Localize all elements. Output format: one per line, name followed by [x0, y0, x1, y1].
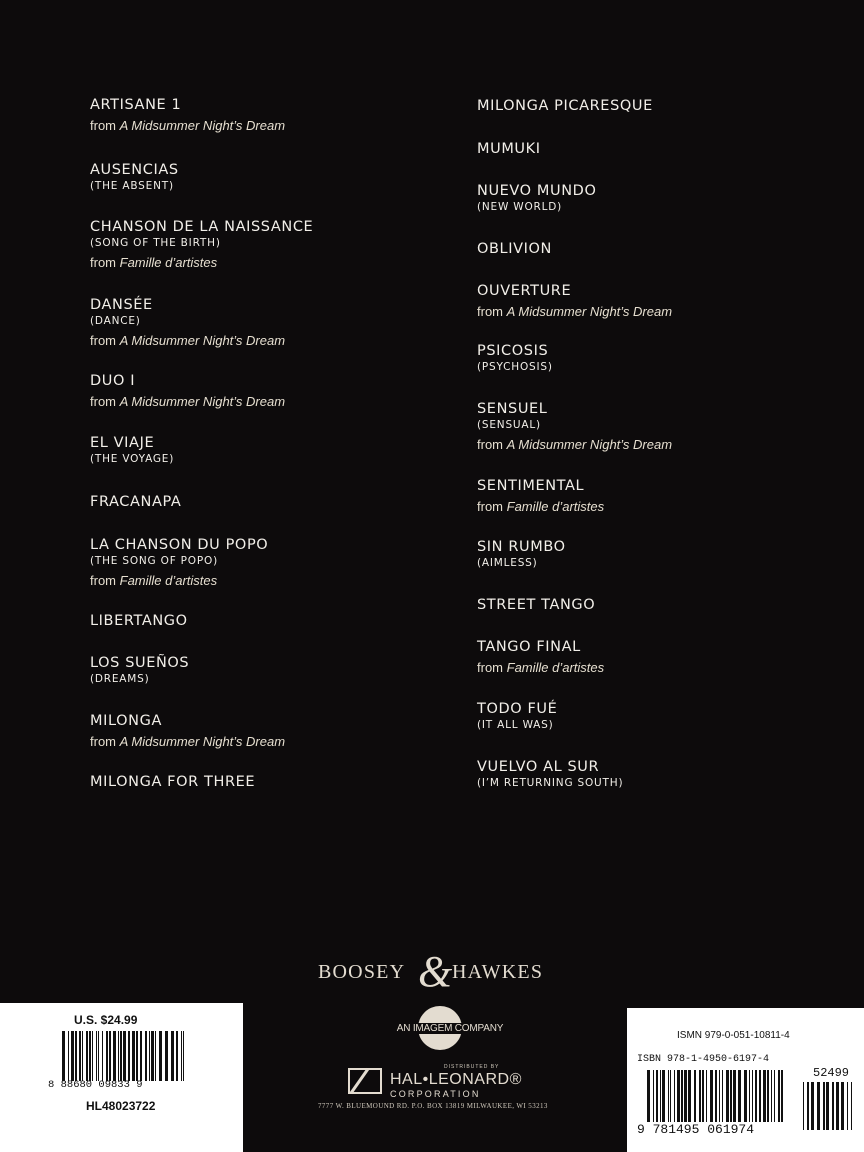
source-work: Famille d’artistes: [506, 660, 605, 675]
source-work: Famille d’artistes: [506, 499, 605, 514]
song-title: DANSÉE: [90, 297, 153, 313]
source-work: A Midsummer Night’s Dream: [119, 394, 286, 409]
hal-leonard-mark-icon: [348, 1068, 382, 1094]
isbn-barcode: [647, 1070, 785, 1122]
barcode-bar: [826, 1082, 829, 1130]
barcode-bar: [817, 1082, 820, 1130]
barcode-bar: [744, 1070, 747, 1122]
source-prefix: from: [477, 499, 503, 514]
song-title: LOS SUEÑOS: [90, 655, 190, 671]
song-translation: (IT ALL WAS): [477, 719, 554, 731]
barcode-bar: [847, 1082, 848, 1130]
song-translation: (SONG OF THE BIRTH): [90, 237, 221, 249]
song-title: MILONGA PICARESQUE: [477, 98, 653, 114]
barcode-bar: [668, 1070, 669, 1122]
song-title: AUSENCIAS: [90, 162, 179, 178]
song-source: [477, 436, 672, 453]
song-source: [477, 303, 672, 320]
source-work: A Midsummer Night’s Dream: [119, 333, 286, 348]
song-title: ARTISANE 1: [90, 97, 182, 113]
toc-entry: [477, 701, 557, 732]
barcode-bar: [159, 1031, 162, 1081]
barcode-bar: [688, 1070, 691, 1122]
barcode-bar: [684, 1070, 687, 1122]
song-translation: (NEW WORLD): [477, 201, 563, 213]
barcode-bar: [128, 1031, 130, 1081]
barcode-bar: [677, 1070, 680, 1122]
barcode-bar: [832, 1082, 834, 1130]
toc-entry: [477, 141, 541, 158]
toc-entry: [90, 97, 285, 134]
barcode-bar: [102, 1031, 103, 1081]
barcode-bar: [674, 1070, 675, 1122]
toc-entry: [477, 478, 604, 515]
barcode-bar: [82, 1031, 83, 1081]
toc-entry: [90, 774, 255, 791]
barcode-bar: [109, 1031, 111, 1081]
addon-digits: 52499: [813, 1066, 850, 1080]
barcode-bar: [774, 1070, 775, 1122]
song-title: PSICOSIS: [477, 343, 549, 359]
barcode-bar: [113, 1031, 116, 1081]
source-work: A Midsummer Night’s Dream: [119, 734, 286, 749]
source-work: Famille d’artistes: [119, 255, 218, 270]
barcode-bar: [749, 1070, 750, 1122]
toc-entry: [477, 183, 596, 214]
toc-entry: [90, 162, 179, 193]
song-source: [90, 733, 285, 750]
barcode-bar: [759, 1070, 761, 1122]
barcode-bar: [79, 1031, 81, 1081]
barcode-bar: [136, 1031, 138, 1081]
barcode-bar: [75, 1031, 77, 1081]
barcode-bar: [778, 1070, 780, 1122]
barcode-bar: [715, 1070, 717, 1122]
toc-entry: [90, 713, 285, 750]
barcode-bar: [132, 1031, 135, 1081]
source-prefix: from: [90, 118, 116, 133]
barcode-bar: [96, 1031, 97, 1081]
barcode-bar: [68, 1031, 69, 1081]
barcode-bar: [86, 1031, 88, 1081]
boosey-hawkes-logo: [318, 947, 568, 996]
barcode-bar: [171, 1031, 174, 1081]
source-prefix: from: [477, 304, 503, 319]
song-title: STREET TANGO: [477, 597, 596, 613]
ampersand: &: [418, 947, 453, 996]
toc-entry: [90, 494, 181, 511]
barcode-bar: [71, 1031, 74, 1081]
toc-entry: [477, 98, 653, 115]
barcode-bar: [702, 1070, 704, 1122]
song-title: NUEVO MUNDO: [477, 183, 597, 199]
song-source: [90, 572, 268, 589]
upc-digits: 8 88680 09833 9: [48, 1079, 143, 1091]
song-title: TODO FUÉ: [477, 701, 558, 717]
song-title: SENSUEL: [477, 401, 548, 417]
song-title: TANGO FINAL: [477, 639, 581, 655]
barcode-bar: [92, 1031, 93, 1081]
barcode-bar: [656, 1070, 658, 1122]
song-title: VUELVO AL SUR: [477, 759, 600, 775]
publisher-address: 7777 W. BLUEMOUND RD. P.O. BOX 13819 MILWAUKEE, WI 53213: [318, 1102, 548, 1110]
song-title: OUVERTURE: [477, 283, 572, 299]
barcode-bar: [710, 1070, 713, 1122]
song-title: LIBERTANGO: [90, 613, 188, 629]
song-source: [90, 117, 285, 134]
hal-leonard-corporation: CORPORATION: [390, 1089, 481, 1099]
song-source: [90, 332, 285, 349]
barcode-bar: [89, 1031, 91, 1081]
barcode-bar: [647, 1070, 650, 1122]
toc-entry: [477, 639, 604, 676]
toc-entry: [90, 655, 189, 686]
toc-entry: [90, 219, 313, 271]
hal-leonard-logo: [348, 1068, 548, 1102]
source-prefix: from: [90, 734, 116, 749]
imagem-logo: [380, 1006, 530, 1050]
barcode-bar: [165, 1031, 168, 1081]
song-title: OBLIVION: [477, 241, 552, 257]
song-title: FRACANAPA: [90, 494, 182, 510]
song-translation: (THE ABSENT): [90, 180, 174, 192]
song-translation: (I’M RETURNING SOUTH): [477, 777, 624, 789]
song-translation: (DREAMS): [90, 673, 150, 685]
barcode-bar: [98, 1031, 99, 1081]
toc-entry: [477, 539, 566, 570]
upc-barcode: [62, 1031, 186, 1081]
barcode-bar: [755, 1070, 757, 1122]
barcode-bar: [176, 1031, 178, 1081]
toc-entry: [477, 759, 623, 790]
toc-entry: [90, 373, 285, 410]
source-prefix: from: [90, 394, 116, 409]
barcode-bar: [752, 1070, 753, 1122]
song-translation: (THE VOYAGE): [90, 453, 175, 465]
barcode-bar: [767, 1070, 769, 1122]
isbn-barcode-label: [627, 1008, 864, 1152]
barcode-bar: [183, 1031, 184, 1081]
toc-entry: [90, 613, 188, 630]
barcode-bar: [738, 1070, 741, 1122]
imagem-text: AN IMAGEM COMPANY: [396, 1023, 504, 1034]
source-work: A Midsummer Night’s Dream: [506, 437, 673, 452]
product-code: HL48023722: [86, 1099, 156, 1113]
barcode-bar: [851, 1082, 852, 1130]
song-source: [90, 254, 313, 271]
boosey-word: BOOSEY: [318, 961, 406, 983]
price-barcode-label: [0, 1003, 243, 1152]
barcode-bar: [823, 1082, 825, 1130]
song-translation: (SENSUAL): [477, 419, 541, 431]
song-source: [477, 659, 604, 676]
barcode-bar: [670, 1070, 671, 1122]
addon-barcode: [803, 1082, 855, 1130]
hawkes-word: HAWKES: [452, 961, 544, 983]
barcode-bar: [62, 1031, 65, 1081]
barcode-bar: [811, 1082, 814, 1130]
toc-entry: [477, 401, 672, 453]
barcode-bar: [722, 1070, 723, 1122]
barcode-bar: [149, 1031, 150, 1081]
barcode-bar: [151, 1031, 154, 1081]
song-translation: (AIMLESS): [477, 557, 538, 569]
source-prefix: from: [477, 437, 503, 452]
song-source: [477, 498, 604, 515]
barcode-bar: [807, 1082, 809, 1130]
isbn-digits: 9 781495 061974: [637, 1122, 755, 1137]
price: U.S. $24.99: [74, 1013, 138, 1027]
barcode-bar: [771, 1070, 772, 1122]
song-title: EL VIAJE: [90, 435, 155, 451]
song-title: MUMUKI: [477, 141, 541, 157]
song-title: LA CHANSON DU POPO: [90, 537, 269, 553]
barcode-bar: [653, 1070, 654, 1122]
source-work: A Midsummer Night’s Dream: [119, 118, 286, 133]
barcode-bar: [145, 1031, 147, 1081]
barcode-bar: [803, 1082, 804, 1130]
barcode-bar: [763, 1070, 766, 1122]
isbn: ISBN 978-1-4950-6197-4: [637, 1054, 770, 1065]
toc-entry: [90, 435, 174, 466]
barcode-bar: [730, 1070, 732, 1122]
barcode-bar: [140, 1031, 142, 1081]
barcode-bar: [836, 1082, 839, 1130]
barcode-bar: [123, 1031, 126, 1081]
song-source: [90, 393, 285, 410]
toc-entry: [477, 597, 595, 614]
hal-leonard-name: HAL•LEONARD®: [390, 1071, 522, 1088]
barcode-bar: [841, 1082, 844, 1130]
toc-entry: [90, 537, 268, 589]
barcode-bar: [118, 1031, 119, 1081]
source-prefix: from: [90, 333, 116, 348]
barcode-bar: [699, 1070, 701, 1122]
barcode-bar: [155, 1031, 156, 1081]
barcode-bar: [726, 1070, 729, 1122]
distributed-by: DISTRIBUTED BY: [444, 1064, 500, 1070]
toc-entry: [477, 343, 553, 374]
barcode-bar: [706, 1070, 707, 1122]
song-title: SIN RUMBO: [477, 539, 566, 555]
barcode-bar: [181, 1031, 182, 1081]
barcode-bar: [681, 1070, 683, 1122]
toc-entry: [477, 283, 672, 320]
source-prefix: from: [477, 660, 503, 675]
ismn: ISMN 979-0-051-10811-4: [677, 1030, 790, 1041]
song-translation: (DANCE): [90, 315, 141, 327]
barcode-bar: [106, 1031, 108, 1081]
barcode-bar: [660, 1070, 661, 1122]
song-title: MILONGA FOR THREE: [90, 774, 256, 790]
song-title: SENTIMENTAL: [477, 478, 585, 494]
barcode-bar: [662, 1070, 665, 1122]
toc-entry: [477, 241, 552, 258]
toc-entry: [90, 297, 285, 349]
song-title: CHANSON DE LA NAISSANCE: [90, 219, 314, 235]
source-work: A Midsummer Night’s Dream: [506, 304, 673, 319]
barcode-bar: [733, 1070, 736, 1122]
song-title: MILONGA: [90, 713, 162, 729]
source-work: Famille d’artistes: [119, 573, 218, 588]
song-translation: (PSYCHOSIS): [477, 361, 553, 373]
song-title: DUO I: [90, 373, 136, 389]
barcode-bar: [120, 1031, 122, 1081]
source-prefix: from: [90, 255, 116, 270]
source-prefix: from: [90, 573, 116, 588]
barcode-bar: [719, 1070, 720, 1122]
barcode-bar: [781, 1070, 783, 1122]
barcode-bar: [694, 1070, 696, 1122]
song-translation: (THE SONG OF POPO): [90, 555, 218, 567]
